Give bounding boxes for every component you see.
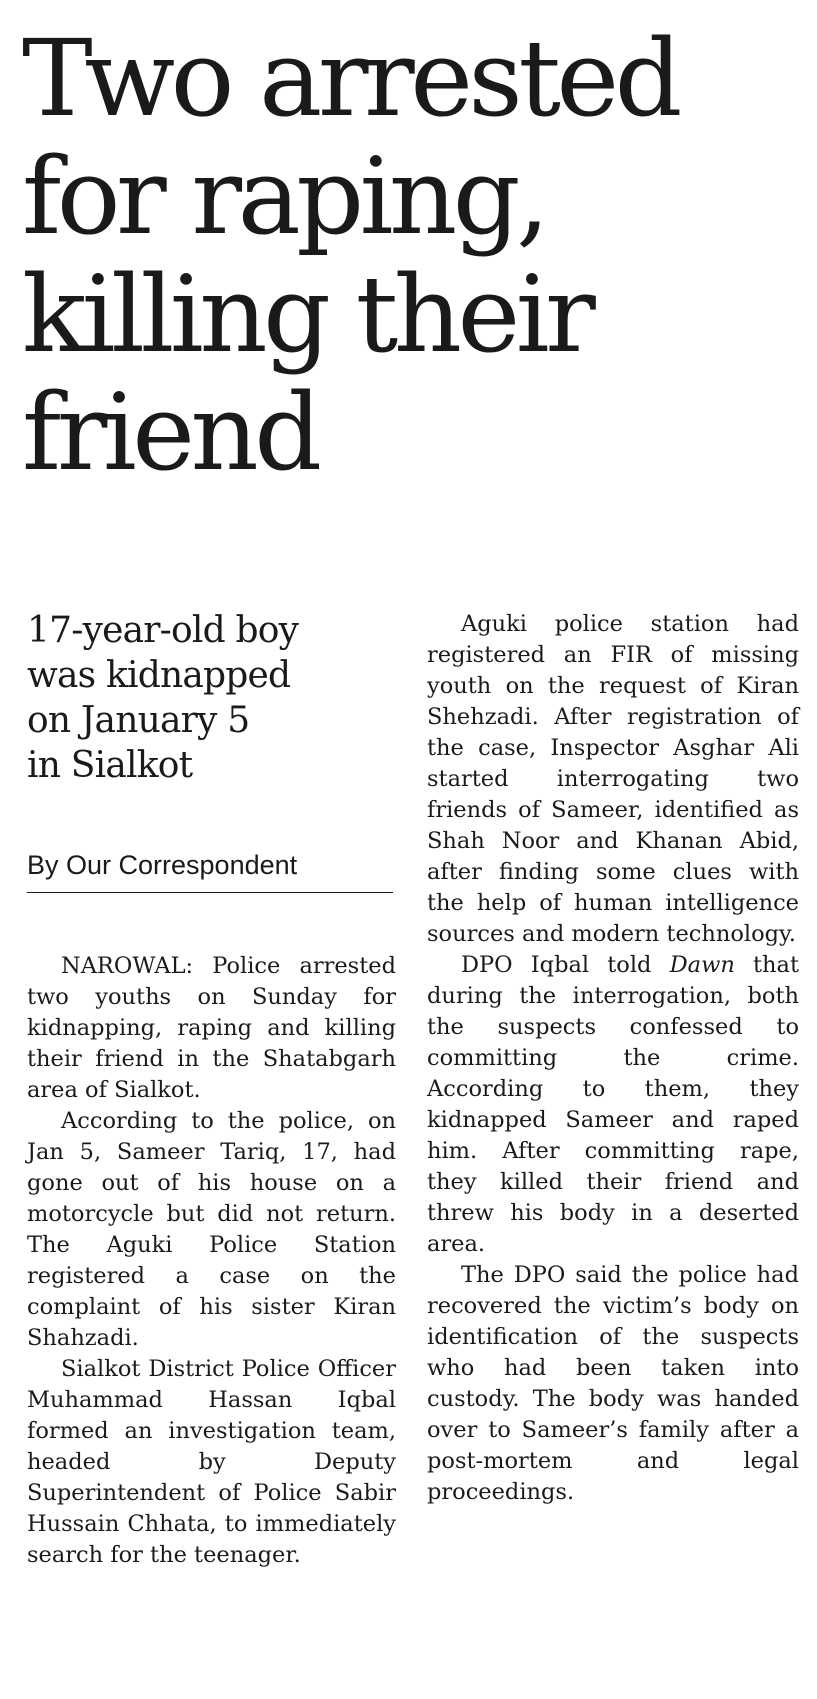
article-column-left bbox=[27, 951, 396, 1571]
article-paragraph: Aguki police station had registered an FIR of missing youth on the request of Kiran Shehzadi. After registration of the case, Inspector Asghar Ali started interrogating two friends of Sameer, identified as Shah Noor and Khanan Abid, after finding some clues with the help of human intelligence sources and modern technology. bbox=[427, 611, 799, 947]
byline: By Our Correspondent bbox=[27, 848, 393, 893]
article-paragraph: NAROWAL: Police arrested two youths on Sunday for kidnapping, raping and killing their friend in the Shatabgarh area of Sialkot. bbox=[27, 953, 396, 1103]
paragraph-text: DPO Iqbal told bbox=[461, 952, 670, 978]
headline-line: Two arrested bbox=[22, 17, 679, 140]
headline-line: for raping, bbox=[22, 135, 546, 258]
subheadline-line: 17-year-old boy bbox=[27, 610, 299, 651]
subheadline-line: on January 5 bbox=[27, 700, 250, 741]
headline-line: killing their bbox=[22, 253, 592, 376]
headline-line: friend bbox=[22, 371, 318, 494]
paragraph-text: that during the interrogation, both the suspects confessed to committing the crime. According to them, they kidnapped Sameer and raped him. After committing rape, they killed their friend and threw his body in a deserted area. bbox=[427, 952, 799, 1257]
article-column-right bbox=[427, 609, 799, 1508]
article-paragraph: Sialkot District Police Officer Muhammad Hassan Iqbal formed an investigation team, headed by Deputy Superintendent of Police Sabir Hussain Chhata, to immediately search for the teenager. bbox=[27, 1356, 396, 1568]
publication-name: Dawn bbox=[669, 952, 735, 978]
article-paragraph: The DPO said the police had recovered the victim’s body on identification of the suspects who had been taken into custody. The body was handed over to Sameer’s family after a post-mortem and legal proceedings. bbox=[427, 1262, 799, 1505]
subheadline-line: was kidnapped bbox=[27, 655, 291, 696]
article-paragraph: According to the police, on Jan 5, Sameer Tariq, 17, had gone out of his house on a motorcycle but did not return. The Aguki Police Station registered a case on the complaint of his sister Kiran Shahzadi. bbox=[27, 1108, 396, 1351]
subheadline bbox=[27, 608, 407, 788]
article-paragraph bbox=[427, 950, 799, 1260]
subheadline-line: in Sialkot bbox=[27, 745, 193, 786]
headline bbox=[22, 17, 812, 494]
